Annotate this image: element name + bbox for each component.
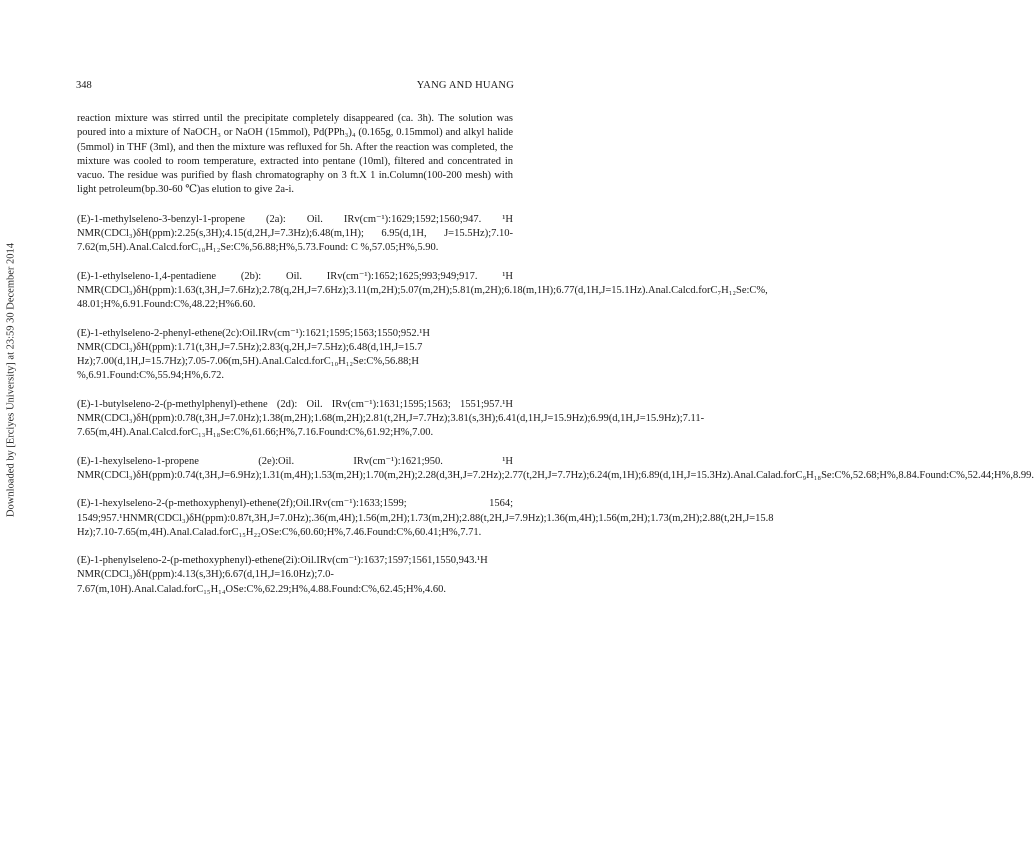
compound-entry-2e: (E)-1-hexylseleno-1-propene (2e):Oil. IRv(cm⁻¹):1621;950. ¹H NMR(CDCl₃)δH(ppm):0.74(t,3H,J=6.9Hz);1.31(m,4H);1.53(m,2H);1.70(m,2H);2.28(d,3H,J=7.2Hz);2.77(t,2H,J=7.7Hz);6.24(m,1H);6.89(d,1H,J=15.3Hz).Anal.Calad.forC₉H₁₈Se:C%,52.68;H%,8.84.Found:C%,52.44;H%,8.99. [77,455,1034,481]
compound-entry-2c: (E)-1-ethylseleno-2-phenyl-ethene(2c):Oil.IRv(cm⁻¹):1621;1595;1563;1550;952.¹H NMR(CDCl₃)δH(ppm):1.71(t,3H,J=7.5Hz);2.83(q,2H,J=7.5Hz);6.48(d,1H,J=15.7 Hz);7.00(d,1H,J=15.7Hz);7.05-7.06(m,5H).Anal.Calcd.forC₁₀H₁₂Se:C%,56.88;H %,6.91.Found:C%,55.94;H%,6.72. [77,327,431,382]
compound-entry-2i: (E)-1-phenylseleno-2-(p-methoxyphenyl)-ethene(2i):Oil.IRv(cm⁻¹):1637;1597;1561,1550,943.¹H NMR(CDCl₃)δH(ppm):4.13(s,3H);6.67(d,1H,J=16.0Hz);7.0-7.67(m,10H).Anal.Calad.forC₁₅H₁₄OSe:C%,62.29;H%,4.88.Found:C%,62.45;H%,4.60. [77,555,488,595]
compound-entry-2d: (E)-1-butylseleno-2-(p-methylphenyl)-ethene (2d): Oil. IRv(cm⁻¹):1631;1595;1563; 1551;957.¹H NMR(CDCl₃)δH(ppm):0.78(t,3H,J=7.0Hz);1.38(m,2H);1.68(m,2H);2.81(t,2H,J=7.7Hz);3.81(s,3H);6.41(d,1H,J=15.9Hz);6.99(d,1H,J=15.9Hz);7.11-7.65(m,4H).Anal.Calcd.forC₁₃H₁₈Se:C%,61.66;H%,7.16.Found:C%,61.92;H%,7.00. [77,398,705,439]
compound-entry-2f: (E)-1-hexylseleno-2-(p-methoxyphenyl)-ethene(2f);Oil.IRv(cm⁻¹):1633;1599; 1564; 1549;957.¹HNMR(CDCl₃)δH(ppm):0.87t,3H,J=7.0Hz);.36(m,4H);1.56(m,2H);1.73(m,2H);2.88(t,2H,J=7.9Hz);1.36(m,4H);1.56(m,2H);1.73(m,2H);2.88(t,2H,J=15.8 Hz);7.10-7.65(m,4H).Anal.Calad.forC₁₅H₂₂OSe:C%,60.60;H%,7.46.Found:C%,60.41;H%,7.71. [77,498,774,538]
compound-entry-2b: (E)-1-ethylseleno-1,4-pentadiene (2b): Oil. IRv(cm⁻¹):1652;1625;993;949;917. ¹H NMR(CDCl₃)δH(ppm):1.63(t,3H,J=7.6Hz);2.78(q,2H,J=7.6Hz);3.11(m,2H);5.07(m,2H);5.81(m,2H);6.18(m,1H);6.77(d,1H,J=15.1Hz).Anal.Calcd.forC₇H₁₂Se:C%, 48.01;H%,6.91.Found:C%,48.22;H%6.60. [77,270,768,311]
compound-entry-2a: (E)-1-methylseleno-3-benzyl-1-propene (2a): Oil. IRv(cm⁻¹):1629;1592;1560;947. ¹H NMR(CDCl₃)δH(ppm):2.25(s,3H);4.15(d,2H,J=7.3Hz);6.48(m,1H); 6.95(d,1H, J=15.5Hz);7.10-7.62(m,5H).Anal.Calcd.forC₁₀H₁₂Se:C%,56.88;H%,5.73.Found: C %,57.05;H%,5.90. [77,213,513,254]
page-number: 348 [76,80,92,91]
running-title: YANG AND HUANG [416,80,514,91]
article-body [77,112,1034,611]
download-watermark [1,160,21,600]
intro-paragraph: reaction mixture was stirred until the precipitate completely disappeared (ca. 3h). The solution was poured into a mixture of NaOCH₃ or NaOH (15mmol), Pd(PPh₃)₄ (0.165g, 0.15mmol) and alkyl halide (5mmol) in THF (3ml), and then the mixture was refluxed for 5h. After the reaction was completed, the mixture was cooled to room temperature, extracted into pentane (10ml), filtered and concentrated in vacuo. The residue was purified by flash chromatography on 3 ft.X 1 in.Column(100-200 mesh) with light petroleum(bp.30-60 ℃)as elution to give 2a-i. [77,113,513,196]
download-note-text: Downloaded by [Erciyes University] at 23:59 30 December 2014 [5,242,17,518]
